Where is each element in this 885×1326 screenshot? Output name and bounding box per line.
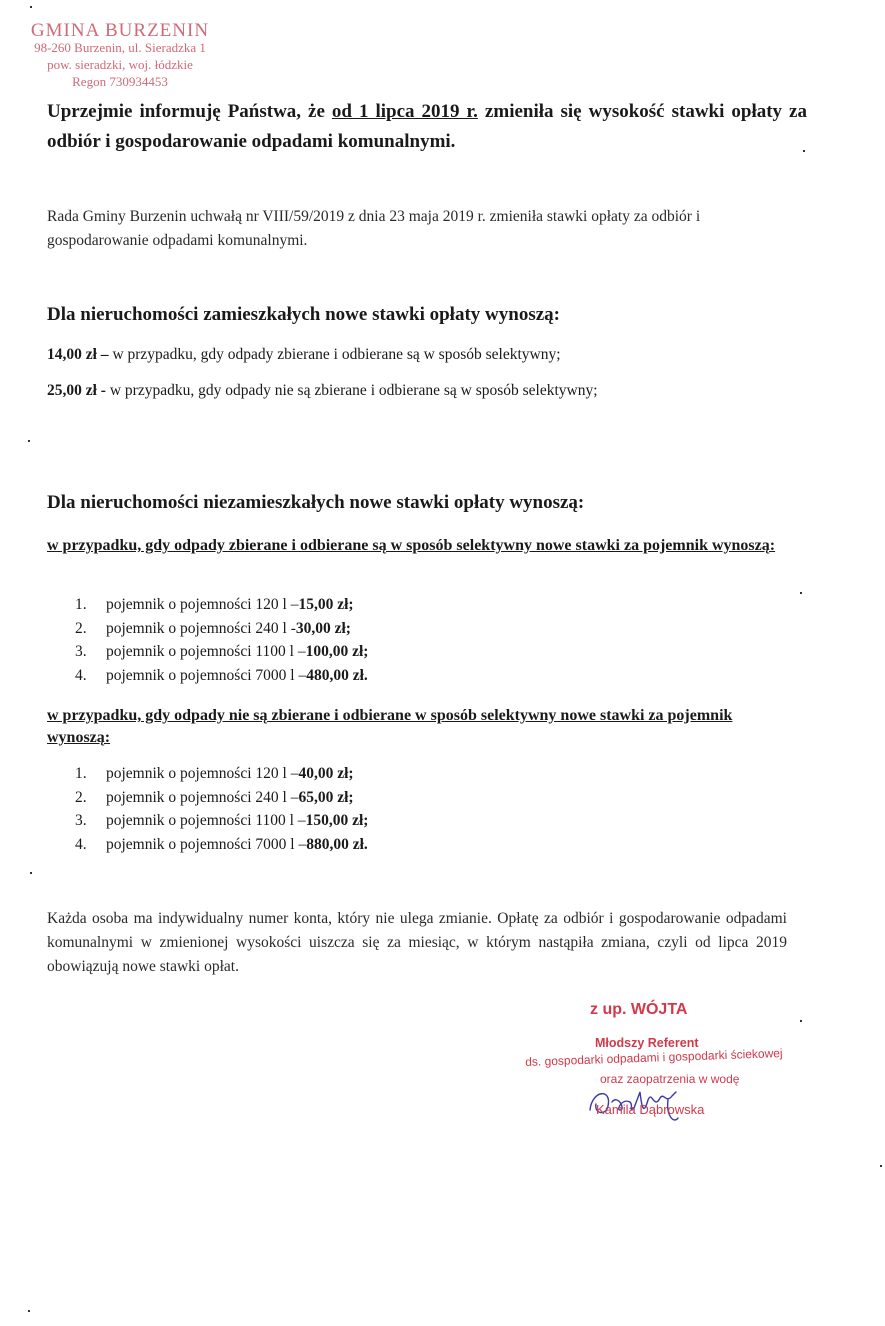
headline-before: Uprzejmie informuję Państwa, że: [47, 101, 332, 122]
list-item: 2. pojemnik o pojemności 240 l - 30,00 zł;: [75, 619, 351, 637]
list-item: 4. pojemnik o pojemności 7000 l – 480,00 zł.: [75, 666, 368, 684]
selective-subheading: w przypadku, gdy odpady zbierane i odbierane są w sposób selektywny nowe stawki za pojemnik wynoszą:: [47, 537, 776, 554]
residential-heading: Dla nieruchomości zamieszkałych nowe stawki opłaty wynoszą:: [47, 304, 560, 325]
stamp-title: GMINA BURZENIN: [30, 20, 210, 41]
signature-dept-1: ds. gospodarki odpadami i gospodarki ściekowej: [525, 1046, 783, 1069]
residential-rate-2: [47, 382, 598, 400]
scan-speck: [800, 592, 802, 594]
stamp-district: pow. sieradzki, woj. łódzkie: [47, 57, 193, 72]
rate-amount: 25,00 zł -: [47, 382, 110, 399]
headline: [47, 97, 807, 157]
signature-role: Młodszy Referent: [595, 1036, 699, 1050]
list-item: 1. pojemnik o pojemności 120 l – 40,00 zł;: [75, 765, 354, 782]
selective-price-list: [75, 593, 368, 687]
intro-paragraph: Rada Gminy Burzenin uchwałą nr VIII/59/2019 z dnia 23 maja 2019 r. zmieniła stawki opłaty za odbiór i gospodarowanie odpadami komunalnymi.: [47, 208, 701, 249]
stamp-regon: Regon 730934453: [72, 74, 168, 89]
headline-date: od 1 lipca 2019 r.: [331, 101, 478, 122]
stamp-address: 98-260 Burzenin, ul. Sieradzka 1: [34, 40, 206, 55]
scan-speck: [28, 440, 30, 442]
headline-after: zmieniła się wysokość stawki opłaty za odbiór i gospodarowanie odpadami komunalnymi.: [47, 101, 807, 152]
scan-speck: [28, 1310, 30, 1312]
signature-name: Kamila Dąbrowska: [596, 1102, 705, 1117]
signature-title: z up. WÓJTA: [590, 1001, 688, 1018]
scan-speck: [880, 1165, 882, 1167]
nonselective-price-list: [75, 762, 368, 856]
list-item: 2. pojemnik o pojemności 240 l – 65,00 zł;: [75, 788, 354, 806]
list-item: 3. pojemnik o pojemności 1100 l – 150,00 zł;: [75, 812, 369, 829]
nonselective-subheading: w przypadku, gdy odpady nie są zbierane i odbierane w sposób selektywny nowe stawki za pojemnik wynoszą:: [47, 707, 733, 746]
signature-dept-2: oraz zaopatrzenia w wodę: [600, 1072, 740, 1086]
closing-paragraph: Każda osoba ma indywidualny numer konta, który nie ulega zmianie. Opłatę za odbiór i gospodarowanie odpadami komunalnymi w zmienionej wysokości uiszcza się za miesiąc, w którym nastąpiła zmiana, czyli od lipca 2019 obowiązują nowe stawki opłat.: [47, 910, 787, 975]
list-item: 4. pojemnik o pojemności 7000 l – 880,00 zł.: [75, 835, 368, 853]
residential-rate-1: [47, 346, 561, 364]
nonresidential-heading: Dla nieruchomości niezamieszkałych nowe stawki opłaty wynoszą:: [47, 492, 585, 513]
rate-text: w przypadku, gdy odpady nie są zbierane i odbierane są w sposób selektywny;: [109, 382, 598, 399]
rate-amount: 14,00 zł –: [47, 346, 109, 363]
rate-text: w przypadku, gdy odpady zbierane i odbierane są w sposób selektywny;: [108, 346, 561, 363]
scan-speck: [30, 6, 32, 8]
scan-speck: [800, 1020, 802, 1022]
municipality-stamp: [0, 22, 240, 90]
list-item: 1. pojemnik o pojemności 120 l – 15,00 zł;: [75, 596, 354, 613]
scan-speck: [803, 150, 805, 152]
scan-speck: [30, 872, 32, 874]
list-item: 3. pojemnik o pojemności 1100 l – 100,00 zł;: [75, 643, 369, 660]
